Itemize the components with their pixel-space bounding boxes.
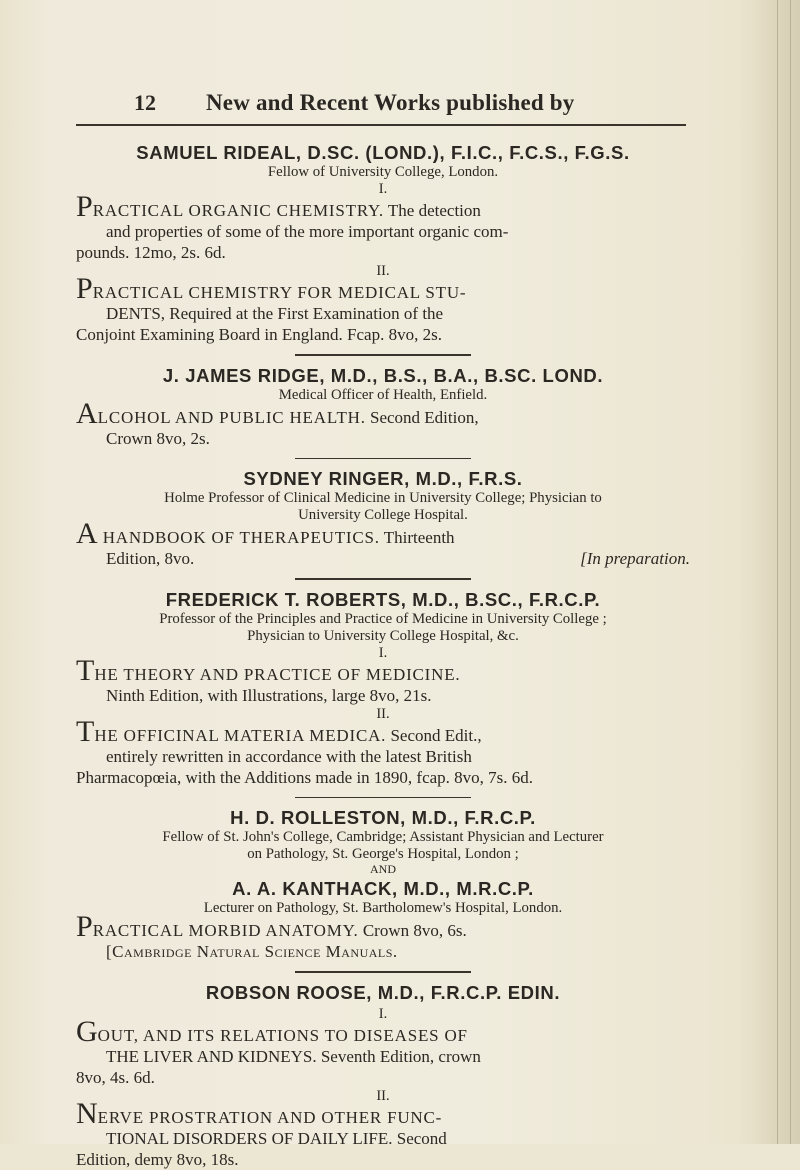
entry-text: pounds. 12mo, 2s. 6d.: [76, 243, 226, 262]
entry-numeral: II.: [376, 1087, 390, 1104]
title-initial: T: [76, 653, 95, 687]
page-edge-line: [777, 0, 778, 1144]
book-title: HE OFFICINAL MATERIA MEDICA.: [94, 725, 387, 745]
section-divider: [295, 797, 471, 799]
book-entry: [76, 517, 690, 569]
entry-text: 8vo, 4s. 6d.: [76, 1067, 155, 1087]
entry-text: THE LIVER AND KIDNEYS. Seventh Edition, crown: [106, 1046, 481, 1066]
book-entry: [76, 714, 690, 788]
title-initial: A: [76, 517, 98, 550]
section-divider: [295, 971, 471, 973]
book-title: RACTICAL MORBID ANATOMY.: [92, 921, 359, 940]
section-divider: [295, 354, 471, 356]
title-initial: P: [76, 190, 93, 223]
entry-text: Thirteenth: [379, 528, 455, 547]
running-head-title: New and Recent Works published by: [206, 90, 575, 115]
title-initial: P: [76, 910, 93, 943]
author-affiliation: Holme Professor of Clinical Medicine in University College; Physician to: [164, 490, 602, 506]
book-title: LCOHOL AND PUBLIC HEALTH.: [97, 407, 366, 427]
title-initial: A: [76, 396, 98, 430]
page-content: [76, 86, 690, 1170]
author-name: J. JAMES RIDGE, M.D., B.S., B.A., B.SC. LOND.: [162, 364, 604, 386]
book-entry: [76, 396, 690, 449]
entry-numeral: II.: [376, 705, 390, 722]
author-name: ROBSON ROOSE, M.D., F.R.C.P. EDIN.: [205, 981, 561, 1003]
author-affiliation: Medical Officer of Health, Enfield.: [278, 386, 488, 403]
author-affiliation: Lecturer on Pathology, St. Bartholomew's Hospital, London.: [203, 900, 563, 916]
entry-numeral: I.: [378, 181, 388, 197]
book-title: HE THEORY AND PRACTICE OF MEDICINE.: [94, 664, 461, 684]
title-initial: T: [76, 714, 95, 748]
entry-text: and properties of some of the more important organic com-: [106, 222, 509, 241]
entry-text: Ninth Edition, with Illustrations, large 8vo, 21s.: [106, 685, 432, 705]
status-note: [In preparation.: [580, 549, 690, 568]
entry-text: Edition, 8vo.: [106, 549, 195, 568]
author-name: SAMUEL RIDEAL, D.SC. (LOND.), F.I.C., F.C.S., F.G.S.: [136, 142, 630, 163]
book-entry: [76, 190, 690, 263]
book-title: ERVE PROSTRATION AND OTHER FUNC-: [97, 1107, 443, 1127]
entry-text: Pharmacopœia, with the Additions made in 1890, fcap. 8vo, 7s. 6d.: [76, 767, 534, 787]
author-affiliation: on Pathology, St. George's Hospital, London ;: [247, 846, 519, 862]
page-number: 12: [134, 90, 156, 115]
and-separator: AND: [370, 862, 396, 876]
book-title: RACTICAL CHEMISTRY FOR MEDICAL STU-: [92, 283, 467, 302]
section-divider: [295, 578, 471, 580]
entry-text: Crown 8vo, 2s.: [106, 428, 210, 448]
page-edge-line: [790, 0, 791, 1144]
entry-text: The detection: [383, 201, 481, 220]
book-title: HANDBOOK OF THERAPEUTICS.: [97, 528, 380, 547]
author-affiliation: University College Hospital.: [298, 507, 468, 523]
author-affiliation: Fellow of University College, London.: [267, 164, 499, 180]
book-title: RACTICAL ORGANIC CHEMISTRY.: [92, 201, 384, 220]
entry-numeral: I.: [378, 644, 388, 661]
author-affiliation: Fellow of St. John's College, Cambridge; Assistant Physician and Lecturer: [162, 829, 604, 845]
book-entry: [76, 910, 690, 962]
entry-numeral: I.: [378, 1005, 388, 1022]
entry-text: entirely rewritten in accordance with the latest British: [106, 746, 472, 766]
entry-text: Conjoint Examining Board in England. Fcap. 8vo, 2s.: [76, 325, 442, 344]
entry-text: Second Edit.,: [386, 725, 482, 745]
title-initial: P: [76, 272, 93, 305]
entry-text: Crown 8vo, 6s.: [358, 921, 467, 940]
entry-text: DENTS, Required at the First Examination of the: [106, 304, 444, 323]
author-name: H. D. ROLLESTON, M.D., F.R.C.P.: [230, 807, 536, 828]
book-title: OUT, AND ITS RELATIONS TO DISEASES OF: [97, 1025, 468, 1045]
author-name: SYDNEY RINGER, M.D., F.R.S.: [243, 468, 523, 489]
book-entry: [76, 1014, 690, 1088]
author-name: A. A. KANTHACK, M.D., M.R.C.P.: [232, 878, 534, 899]
author-name: FREDERICK T. ROBERTS, M.D., B.SC., F.R.C.P.: [165, 588, 601, 610]
section-divider: [295, 458, 471, 460]
entry-text: Second Edition,: [365, 407, 479, 427]
author-affiliation: Professor of the Principles and Practice of Medicine in University College ;: [159, 610, 607, 627]
book-entry: [76, 1096, 690, 1170]
series-name: [Cambridge Natural Science Manuals.: [106, 942, 398, 961]
book-entry: [76, 272, 690, 345]
title-initial: G: [76, 1014, 98, 1048]
entry-text: Edition, demy 8vo, 18s.: [76, 1149, 239, 1169]
entry-numeral: II.: [376, 263, 390, 279]
running-head: [76, 86, 690, 122]
author-affiliation: Physician to University College Hospital, &c.: [247, 627, 519, 644]
book-entry: [76, 653, 690, 706]
title-initial: N: [76, 1096, 98, 1130]
entry-text: TIONAL DISORDERS OF DAILY LIFE. Second: [106, 1128, 447, 1148]
